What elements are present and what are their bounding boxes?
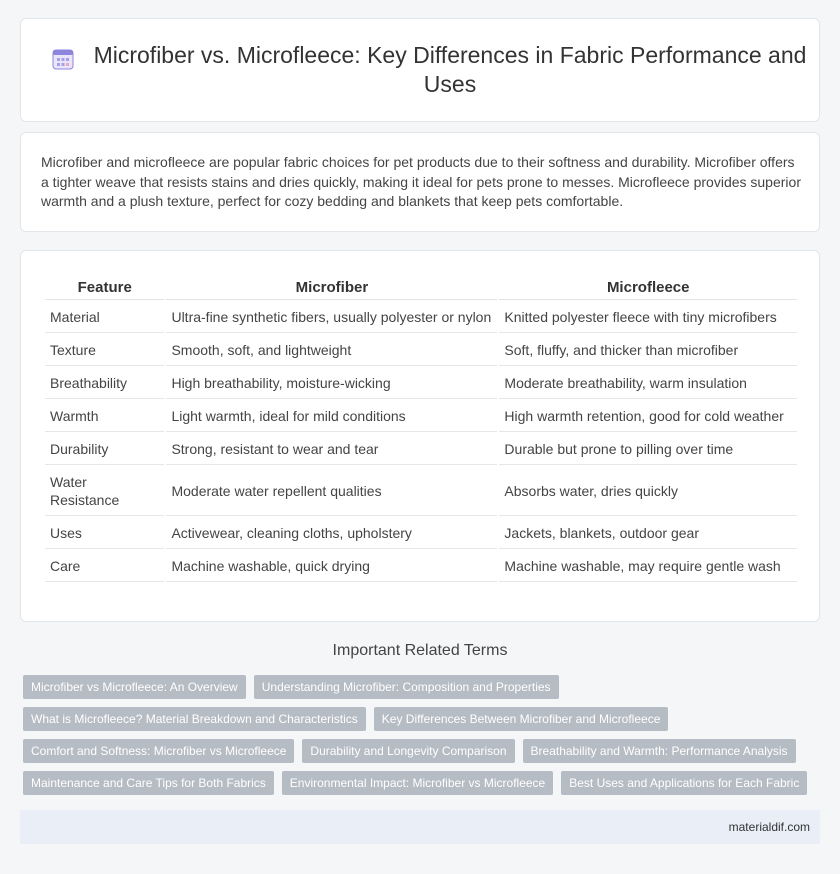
row-feature: Water Resistance: [45, 467, 164, 516]
header-microfleece: Microfleece: [499, 277, 797, 300]
row-microfleece: Absorbs water, dries quickly: [499, 467, 797, 516]
related-terms-title: Important Related Terms: [332, 642, 508, 659]
row-microfiber: High breathability, moisture-wicking: [166, 368, 497, 399]
header-feature: Feature: [45, 277, 164, 300]
page-title: Microfiber vs. Microfleece: Key Differences in Fabric Performance and Uses: [93, 42, 807, 97]
related-term-link[interactable]: Understanding Microfiber: Composition and Properties: [254, 675, 559, 699]
related-term-link[interactable]: Breathability and Warmth: Performance Analysis: [523, 739, 796, 763]
row-microfiber: Strong, resistant to wear and tear: [166, 434, 497, 465]
row-microfiber: Machine washable, quick drying: [166, 551, 497, 582]
row-microfiber: Smooth, soft, and lightweight: [166, 335, 497, 366]
related-term-link[interactable]: Durability and Longevity Comparison: [302, 739, 514, 763]
table-row: [45, 434, 797, 465]
row-feature: Breathability: [45, 368, 164, 399]
related-term-link[interactable]: Key Differences Between Microfiber and Microfleece: [374, 707, 669, 731]
header-card: [20, 18, 820, 122]
row-feature: Warmth: [45, 401, 164, 432]
row-microfleece: Durable but prone to pilling over time: [499, 434, 797, 465]
table-row: [45, 551, 797, 582]
row-microfleece: Moderate breathability, warm insulation: [499, 368, 797, 399]
row-feature: Care: [45, 551, 164, 582]
related-term-link[interactable]: Comfort and Softness: Microfiber vs Microfleece: [23, 739, 294, 763]
table-header-row: [45, 277, 797, 300]
row-feature: Material: [45, 302, 164, 333]
table-row: [45, 335, 797, 366]
table-row: [45, 467, 797, 516]
row-microfleece: Soft, fluffy, and thicker than microfiber: [499, 335, 797, 366]
row-microfiber: Activewear, cleaning cloths, upholstery: [166, 518, 497, 549]
related-term-link[interactable]: Maintenance and Care Tips for Both Fabrics: [23, 771, 274, 795]
header-microfiber: Microfiber: [166, 277, 497, 300]
table-row: [45, 302, 797, 333]
related-term-link[interactable]: Environmental Impact: Microfiber vs Microfleece: [282, 771, 553, 795]
row-microfiber: Light warmth, ideal for mild conditions: [166, 401, 497, 432]
table-row: [45, 518, 797, 549]
related-term-link[interactable]: Best Uses and Applications for Each Fabric: [561, 771, 807, 795]
row-feature: Texture: [45, 335, 164, 366]
row-microfiber: Ultra-fine synthetic fibers, usually polyester or nylon: [166, 302, 497, 333]
comparison-table-card: [20, 250, 820, 622]
table-row: [45, 368, 797, 399]
intro-card: [20, 132, 820, 232]
related-term-link[interactable]: Microfiber vs Microfleece: An Overview: [23, 675, 246, 699]
footer-site-link[interactable]: materialdif.com: [728, 820, 810, 834]
intro-paragraph: Microfiber and microfleece are popular fabric choices for pet products due to their softness and durability. Microfiber offers a tighter weave that resists stains and dries quickly, making it ideal for pets prone to messes. Microfleece provides superior warmth and a plush texture, perfect for cozy bedding and blankets that keep pets comfortable.: [41, 154, 801, 209]
table-row: [45, 401, 797, 432]
comparison-table: [43, 275, 799, 584]
row-microfleece: Knitted polyester fleece with tiny microfibers: [499, 302, 797, 333]
row-feature: Uses: [45, 518, 164, 549]
related-terms-list: [23, 675, 823, 795]
row-microfiber: Moderate water repellent qualities: [166, 467, 497, 516]
row-microfleece: Machine washable, may require gentle wash: [499, 551, 797, 582]
row-microfleece: Jackets, blankets, outdoor gear: [499, 518, 797, 549]
row-microfleece: High warmth retention, good for cold weather: [499, 401, 797, 432]
footer: [20, 810, 820, 844]
related-term-link[interactable]: What is Microfleece? Material Breakdown and Characteristics: [23, 707, 366, 731]
row-feature: Durability: [45, 434, 164, 465]
